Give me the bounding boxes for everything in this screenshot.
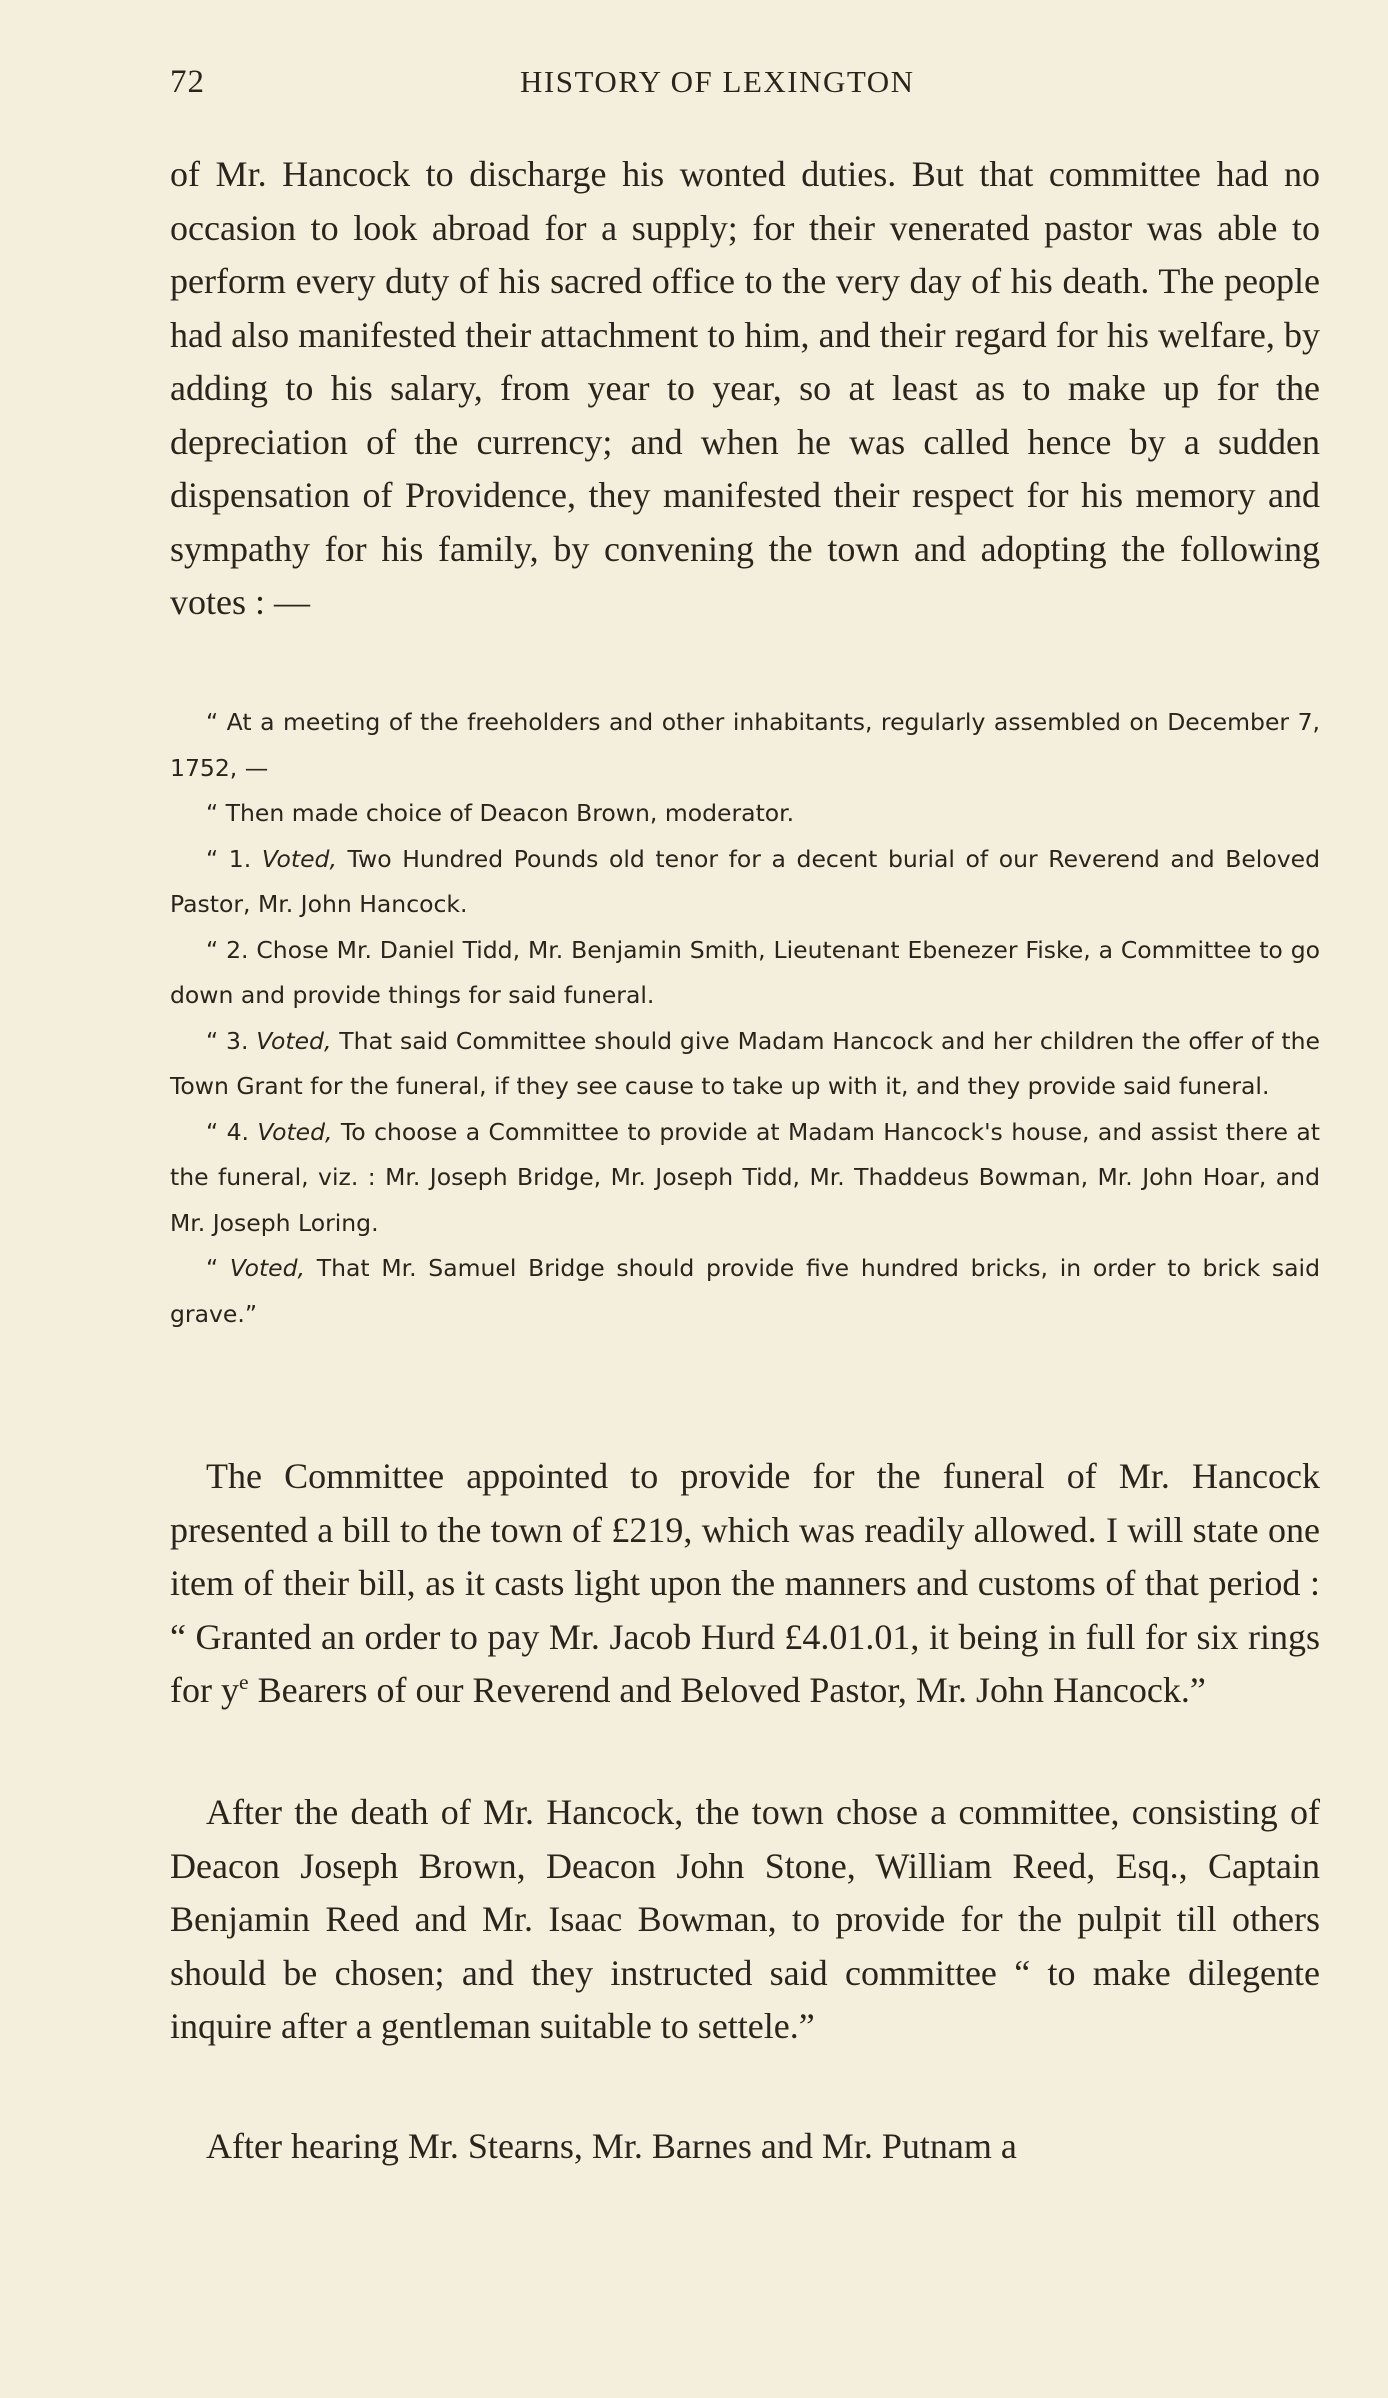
quote-vote-5 [170,1246,1320,1337]
vote-3-text: That said Committee should give Madam Hancock and her children the offer of the Town Grant for the funeral, if they see cause to take up with it, and they provide said funeral. [170,1026,1320,1100]
vote-3-number: “ 3. [206,1026,257,1055]
quote-vote-2: “ 2. Chose Mr. Daniel Tidd, Mr. Benjamin Smith, Lieutenant Ebenezer Fiske, a Committee to go down and provide things for said funeral. [170,935,1320,1009]
vote-5-text: That Mr. Samuel Bridge should provide five hundred bricks, in order to brick said grave.” [170,1254,1320,1328]
quote-vote-3 [170,1019,1320,1110]
running-head: HISTORY OF LEXINGTON [520,64,915,99]
superscript-e: e [238,1670,249,1694]
paragraph-3: After the death of Mr. Hancock, the town chose a committee, consisting of Deacon Joseph Brown, Deacon John Stone, William Reed, Esq., Captain Benjamin Reed and Mr. Isaac Bowman, to provide for the pulpit till others should be chosen; and they instructed said committee “ to make dilegente inquire after a gentleman suitable to settele.” [170,1792,1320,2046]
quoted-votes-block [170,700,1320,1337]
paragraph-1: of Mr. Hancock to discharge his wonted duties. But that committee had no occasion to look abroad for a supply; for their venerated pastor was able to perform every duty of his sacred office to the very day of his death. The people had also manifested their attachment to him, and their regard for his welfare, by adding to his salary, from year to year, so at least as to make up for the depreciation of the currency; and when he was called hence by a sudden dispensation of Providence, they manifested their respect for his memory and sympathy for his family, by convening the town and adopting the following votes : — [170,154,1320,622]
vote-4-text: To choose a Committee to provide at Madam Hancock's house, and assist there at the funeral, viz. : Mr. Joseph Bridge, Mr. Joseph Tidd, Mr. Thaddeus Bowman, Mr. John Hoar, and Mr. Joseph Loring. [170,1117,1320,1237]
vote-5-voted: Voted, [229,1254,306,1282]
quote-vote-1 [170,837,1320,928]
paragraph-2 [170,1450,1320,1718]
vote-1-text: Two Hundred Pounds old tenor for a decent burial of our Reverend and Beloved Pastor, Mr. John Hancock. [170,844,1320,918]
page-number: 72 [170,64,205,100]
paragraph-2-text-a: The Committee appointed to provide for the funeral of Mr. Hancock presented a bill to the town of £219, which was readily allowed. I will state one item of their bill, as it casts light upon the manners and customs of that period : “ Granted an order to pay Mr. Jacob Hurd £4.01.01, it being in full for six rings for y [170,1456,1320,1710]
paragraph-4: After hearing Mr. Stearns, Mr. Barnes and Mr. Putnam a [206,2126,1017,2166]
vote-1-number: “ 1. [206,844,262,873]
vote-4-voted: Voted, [257,1117,333,1146]
vote-3-voted: Voted, [256,1026,332,1055]
page-header [170,64,1320,120]
paragraph-2-text-b: Bearers of our Reverend and Beloved Pastor, Mr. John Hancock.” [248,1670,1206,1710]
vote-4-number: “ 4. [206,1117,258,1146]
vote-5-number: “ [206,1254,230,1282]
quote-moderator: “ Then made choice of Deacon Brown, moderator. [206,799,795,827]
quote-meeting: “ At a meeting of the freeholders and other inhabitants, regularly assembled on December 7, 1752, — [170,708,1320,782]
vote-1-voted: Voted, [261,844,337,873]
quote-vote-4 [170,1110,1320,1247]
